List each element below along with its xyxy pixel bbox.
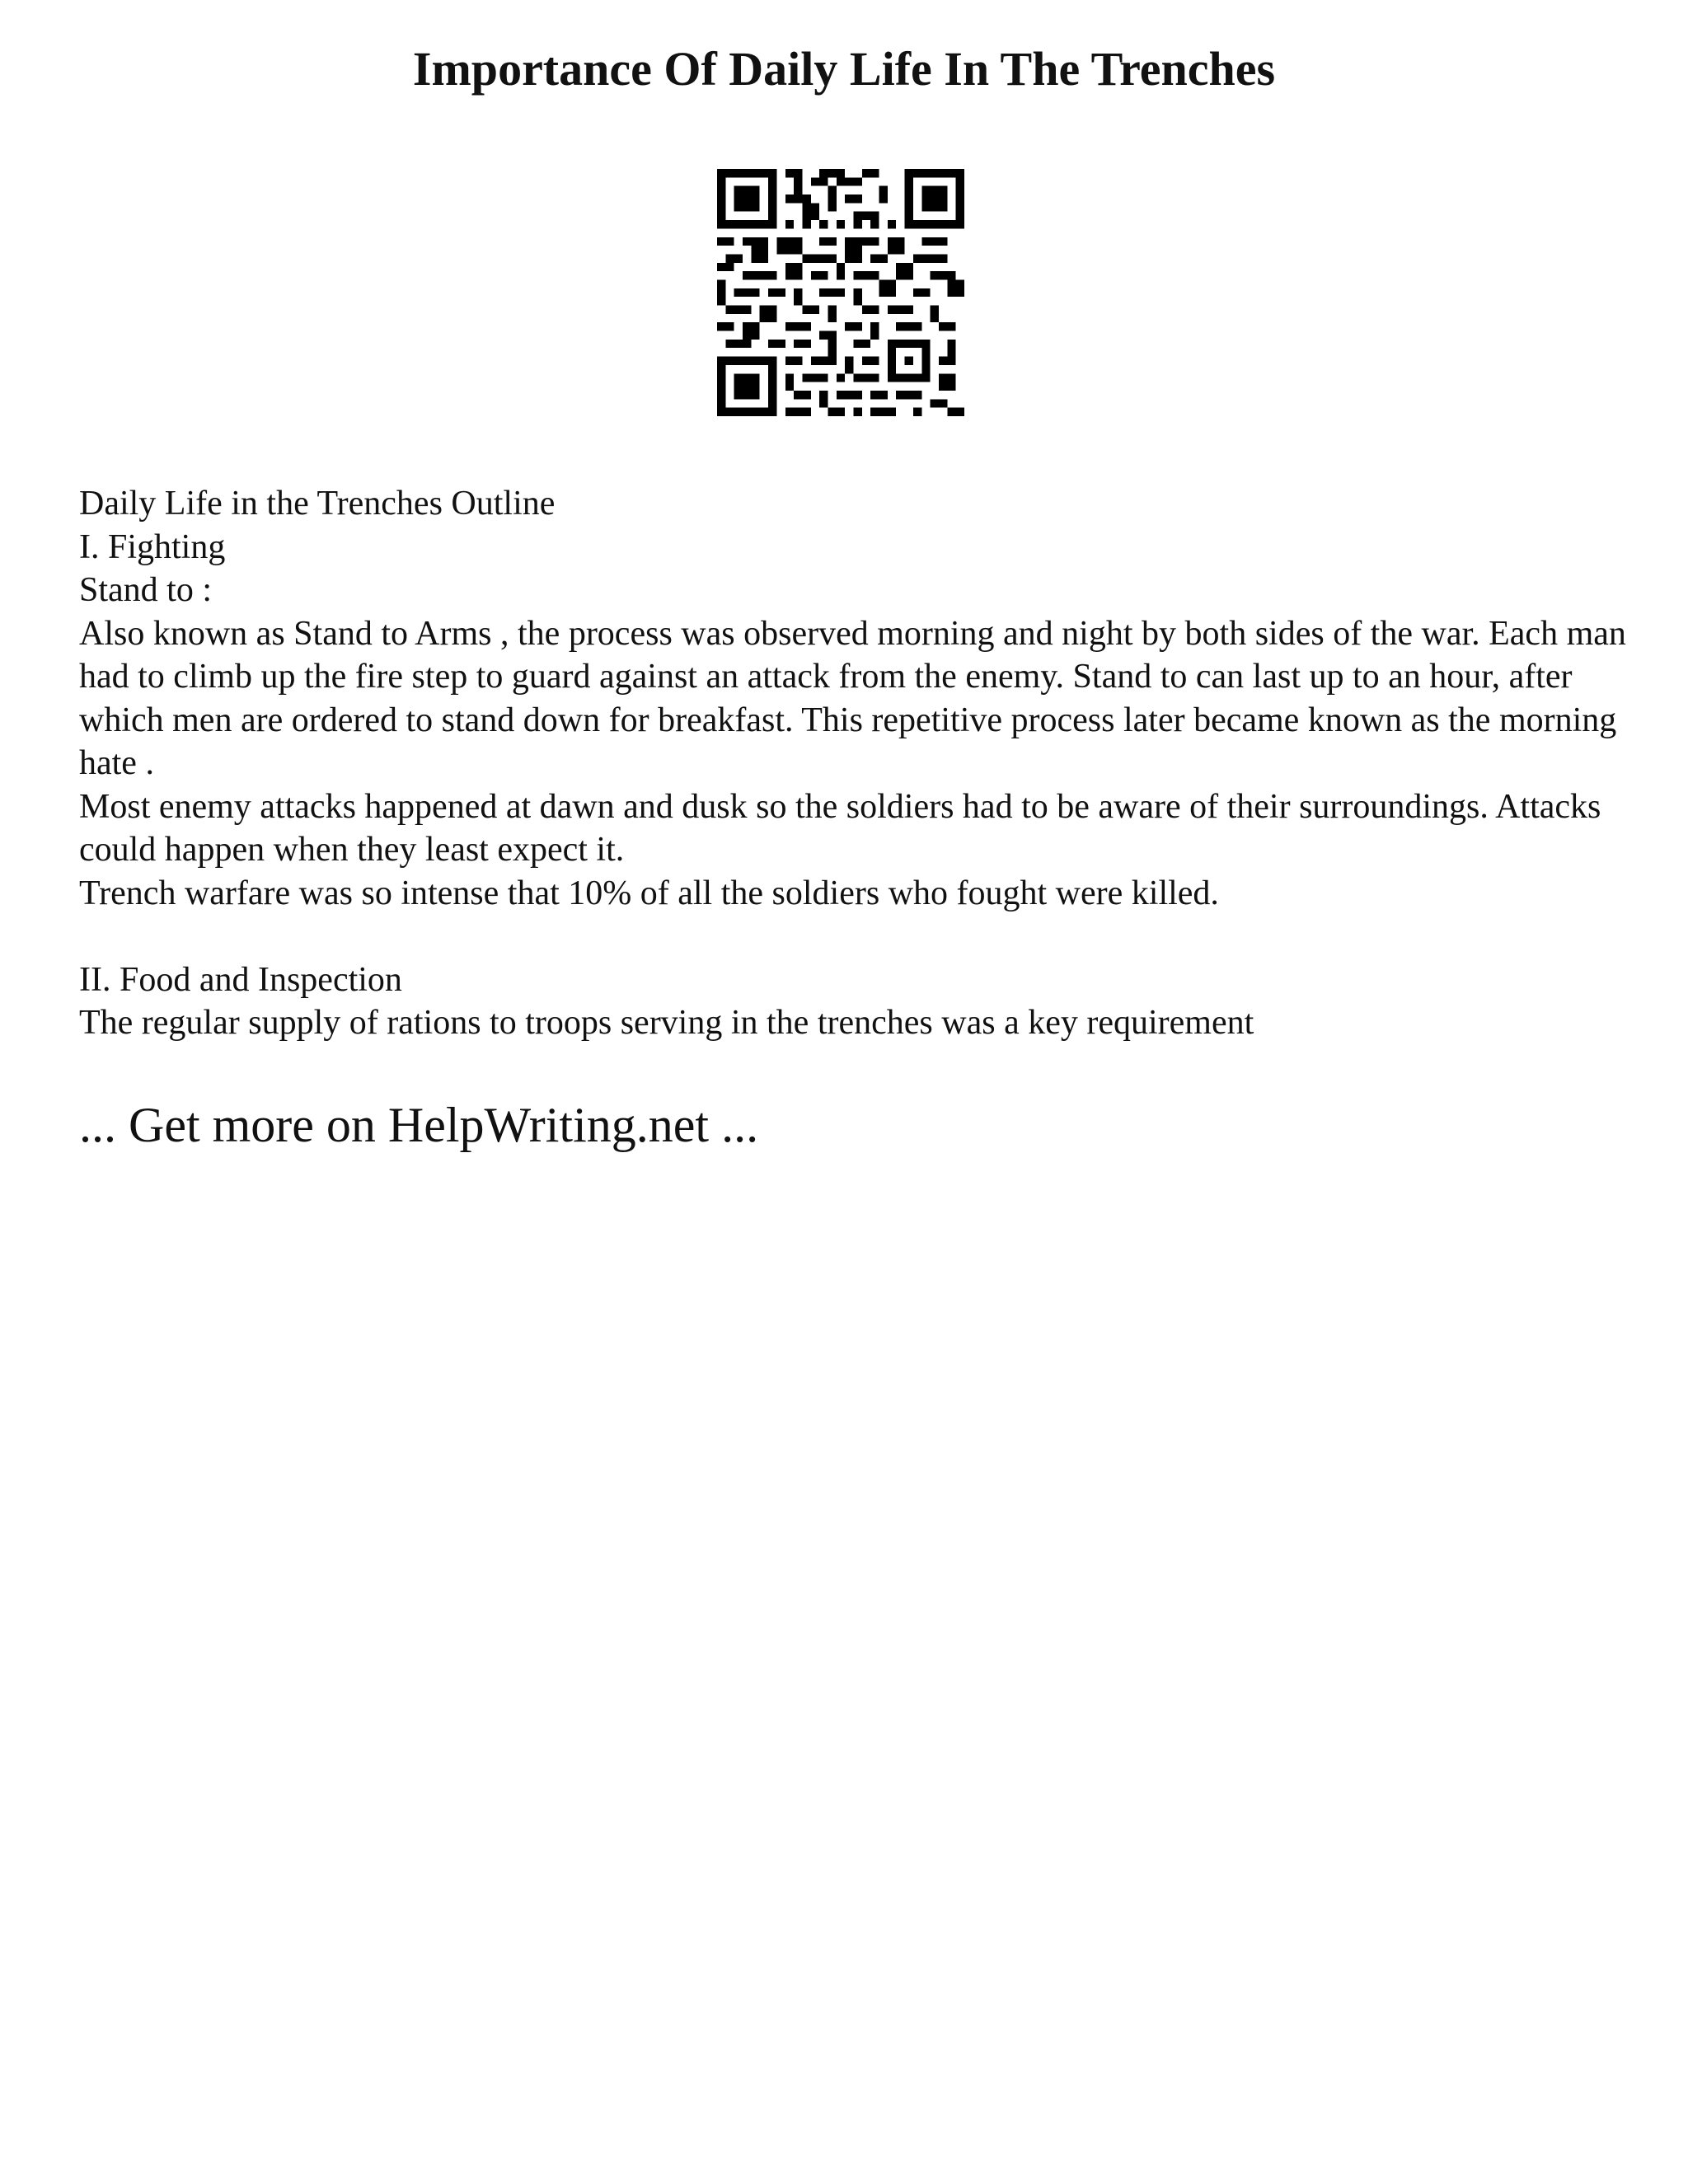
document-body [79,482,1629,1045]
body-paragraph: Trench warfare was so intense that 10% of all the soldiers who fought were killed. [79,874,1219,912]
document-title: Importance Of Daily Life In The Trenches [412,42,1276,96]
body-paragraph: The regular supply of rations to troops serving in the trenches was a key requirement [79,1004,1254,1042]
qr-code-svg [717,169,964,416]
outline-title: Daily Life in the Trenches Outline [79,485,556,523]
body-paragraph: Most enemy attacks happened at dawn and dusk so the soldiers had to be aware of their surroundings. Attacks could happen when they least expect it. [79,787,1601,869]
section-heading-fighting: I. Fighting [79,527,226,566]
stand-to-label: Stand to : [79,571,213,609]
paragraph-gap [79,915,1629,958]
get-more-link[interactable]: ... Get more on HelpWriting.net ... [79,1098,759,1152]
section-heading-food-and-inspection: II. Food and Inspection [79,960,402,999]
body-paragraph: Also known as Stand to Arms , the process was observed morning and night by both sides of the war. Each man had to climb up the fire step to guard against an attack from the enemy. Stand to can last up to an hour, after which men are ordered to stand down for breakfast. This repetitive process later became known as the morning hate . [79,614,1626,782]
qr-alignment-pattern [888,340,931,382]
qr-code-icon [717,169,964,416]
